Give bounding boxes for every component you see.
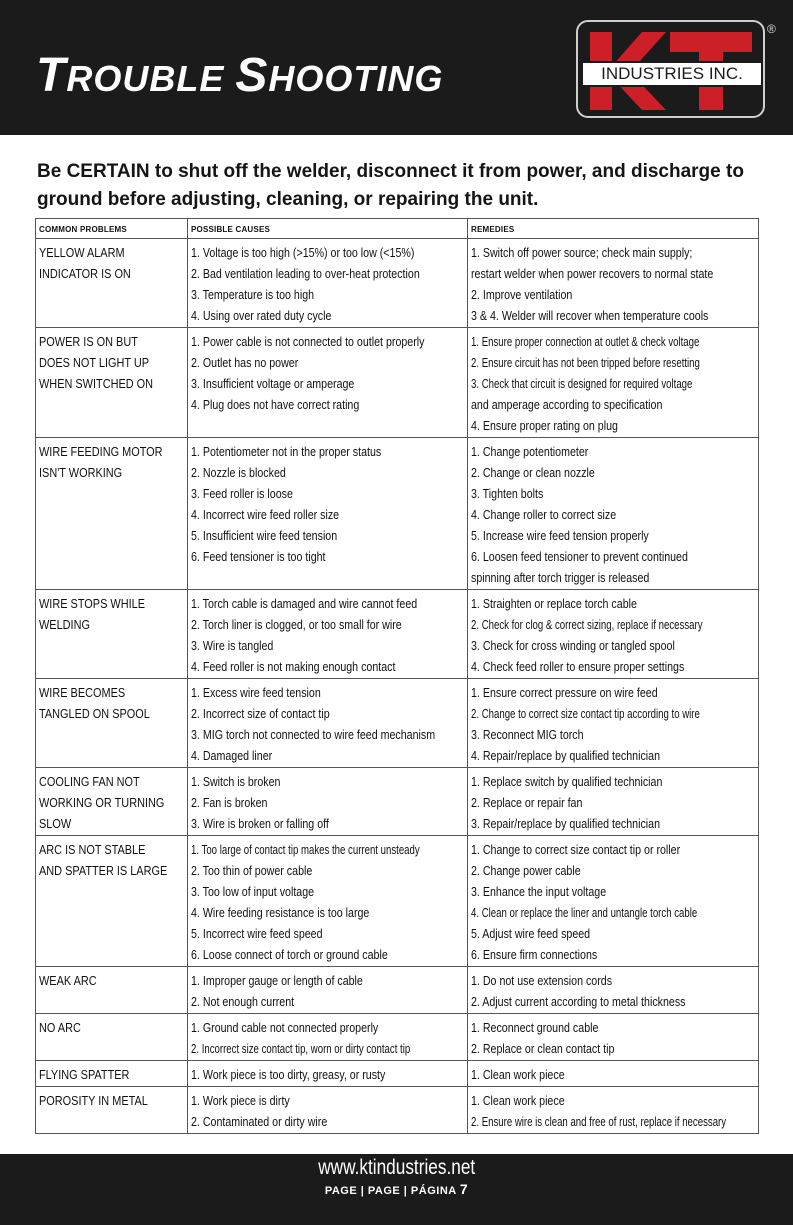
- cell-line: 3. Feed roller is loose: [191, 486, 293, 501]
- website-url[interactable]: www.ktindustries.net: [318, 1156, 475, 1179]
- cell-line: WIRE FEEDING MOTOR: [39, 444, 163, 459]
- causes-cell: [188, 836, 468, 967]
- causes-cell: [188, 1087, 468, 1134]
- page-title: TROUBLE SHOOTING: [36, 49, 444, 102]
- cell-line: 2. Improve ventilation: [471, 287, 573, 302]
- cell-line: POWER IS ON BUT: [39, 334, 138, 349]
- causes-cell: [188, 239, 468, 328]
- remedies-cell: [468, 1061, 759, 1087]
- problem-cell: [36, 679, 188, 768]
- logo-text: INDUSTRIES INC.: [601, 64, 743, 83]
- cell-line: TANGLED ON SPOOL: [39, 706, 150, 721]
- cell-line: 1. Switch is broken: [191, 774, 281, 789]
- cell-line: 3. Reconnect MIG torch: [471, 727, 584, 742]
- causes-cell: [188, 1014, 468, 1061]
- cell-line: 2. Replace or repair fan: [471, 795, 583, 810]
- table-row: [36, 768, 759, 836]
- cell-line: and amperage according to specification: [471, 397, 663, 412]
- cell-line: 2. Fan is broken: [191, 795, 268, 810]
- cell-line: FLYING SPATTER: [39, 1067, 130, 1082]
- header-possible-causes: POSSIBLE CAUSES: [188, 219, 468, 239]
- table-row: [36, 328, 759, 438]
- cell-line: 3. MIG torch not connected to wire feed mechanism: [191, 727, 436, 742]
- causes-cell: [188, 328, 468, 438]
- cell-line: WELDING: [39, 617, 90, 632]
- page-number: PAGE | PAGE | PÁGINA 7: [324, 1181, 469, 1197]
- cell-line: 1. Reconnect ground cable: [471, 1020, 599, 1035]
- cell-line: 4. Using over rated duty cycle: [191, 308, 332, 323]
- cell-line: 4. Ensure proper rating on plug: [471, 418, 618, 433]
- cell-line: 3 & 4. Welder will recover when temperature cools: [471, 308, 709, 323]
- cell-line: 2. Change power cable: [471, 863, 581, 878]
- cell-line: 1. Improper gauge or length of cable: [191, 973, 363, 988]
- cell-line: 5. Insufficient wire feed tension: [191, 528, 338, 543]
- cell-line: 2. Change to correct size contact tip according to wire: [471, 706, 700, 721]
- cell-line: 5. Increase wire feed tension properly: [471, 528, 649, 543]
- table-header-row: [36, 219, 759, 239]
- cell-line: 1. Power cable is not connected to outlet properly: [191, 334, 425, 349]
- cell-line: 3. Tighten bolts: [471, 486, 544, 501]
- cell-line: 2. Ensure wire is clean and free of rust, replace if necessary: [471, 1114, 727, 1129]
- problem-cell: [36, 328, 188, 438]
- cell-line: 3. Enhance the input voltage: [471, 884, 607, 899]
- cell-line: 1. Work piece is too dirty, greasy, or rusty: [191, 1067, 386, 1082]
- cell-line: 4. Change roller to correct size: [471, 507, 617, 522]
- cell-line: 1. Straighten or replace torch cable: [471, 596, 637, 611]
- remedies-cell: [468, 328, 759, 438]
- problem-cell: [36, 1014, 188, 1061]
- remedies-cell: [468, 438, 759, 590]
- cell-line: 6. Loosen feed tensioner to prevent continued: [471, 549, 688, 564]
- cell-line: 3. Temperature is too high: [191, 287, 315, 302]
- cell-line: 3. Too low of input voltage: [191, 884, 315, 899]
- problem-cell: [36, 438, 188, 590]
- cell-line: WIRE STOPS WHILE: [39, 596, 145, 611]
- cell-line: 2. Ensure circuit has not been tripped before resetting: [471, 355, 700, 370]
- header-remedies: REMEDIES: [468, 219, 759, 239]
- remedies-cell: [468, 1014, 759, 1061]
- cell-line: 3. Wire is broken or falling off: [191, 816, 329, 831]
- problem-cell: [36, 836, 188, 967]
- cell-line: INDICATOR IS ON: [39, 266, 131, 281]
- table-row: [36, 836, 759, 967]
- cell-line: 1. Clean work piece: [471, 1093, 565, 1108]
- cell-line: 4. Feed roller is not making enough contact: [191, 659, 396, 674]
- cell-line: 1. Too large of contact tip makes the current unsteady: [191, 842, 420, 857]
- cell-line: 2. Nozzle is blocked: [191, 465, 286, 480]
- table-row: [36, 438, 759, 590]
- header-common-problems: COMMON PROBLEMS: [36, 219, 188, 239]
- table-row: [36, 967, 759, 1014]
- remedies-cell: [468, 1087, 759, 1134]
- cell-line: 2. Incorrect size contact tip, worn or dirty contact tip: [191, 1041, 411, 1056]
- cell-line: 1. Clean work piece: [471, 1067, 565, 1082]
- cell-line: 6. Feed tensioner is too tight: [191, 549, 326, 564]
- causes-cell: [188, 967, 468, 1014]
- table-row: [36, 1014, 759, 1061]
- cell-line: 3. Check that circuit is designed for required voltage: [471, 376, 693, 391]
- cell-line: 2. Contaminated or dirty wire: [191, 1114, 328, 1129]
- cell-line: 1. Change to correct size contact tip or roller: [471, 842, 681, 857]
- troubleshooting-table: [35, 218, 759, 1134]
- cell-line: ARC IS NOT STABLE: [39, 842, 146, 857]
- problem-cell: [36, 967, 188, 1014]
- remedies-cell: [468, 679, 759, 768]
- cell-line: 2. Outlet has no power: [191, 355, 299, 370]
- cell-line: 3. Check for cross winding or tangled spool: [471, 638, 675, 653]
- cell-line: 3. Insufficient voltage or amperage: [191, 376, 355, 391]
- causes-cell: [188, 438, 468, 590]
- cell-line: WEAK ARC: [39, 973, 97, 988]
- table-body: [36, 239, 759, 1134]
- problem-cell: [36, 590, 188, 679]
- table-row: [36, 239, 759, 328]
- causes-cell: [188, 1061, 468, 1087]
- cell-line: WIRE BECOMES: [39, 685, 126, 700]
- cell-line: 1. Ensure proper connection at outlet & check voltage: [471, 334, 700, 349]
- cell-line: 2. Change or clean nozzle: [471, 465, 595, 480]
- cell-line: 4. Repair/replace by qualified technician: [471, 748, 661, 763]
- cell-line: 2. Bad ventilation leading to over-heat protection: [191, 266, 420, 281]
- cell-line: 4. Plug does not have correct rating: [191, 397, 360, 412]
- cell-line: 1. Excess wire feed tension: [191, 685, 321, 700]
- cell-line: WORKING OR TURNING: [39, 795, 165, 810]
- cell-line: 4. Check feed roller to ensure proper settings: [471, 659, 685, 674]
- cell-line: 5. Adjust wire feed speed: [471, 926, 591, 941]
- causes-cell: [188, 590, 468, 679]
- cell-line: 2. Replace or clean contact tip: [471, 1041, 615, 1056]
- cell-line: 1. Voltage is too high (>15%) or too low (<15%): [191, 245, 415, 260]
- cell-line: WHEN SWITCHED ON: [39, 376, 154, 391]
- cell-line: 4. Incorrect wire feed roller size: [191, 507, 340, 522]
- table-row: [36, 1061, 759, 1087]
- remedies-cell: [468, 239, 759, 328]
- cell-line: 1. Replace switch by qualified technician: [471, 774, 663, 789]
- registered-mark: ®: [767, 22, 776, 36]
- cell-line: 4. Clean or replace the liner and untangle torch cable: [471, 905, 698, 920]
- remedies-cell: [468, 768, 759, 836]
- cell-line: restart welder when power recovers to normal state: [471, 266, 714, 281]
- cell-line: ISN'T WORKING: [39, 465, 123, 480]
- cell-line: 1. Torch cable is damaged and wire cannot feed: [191, 596, 418, 611]
- cell-line: 1. Work piece is dirty: [191, 1093, 290, 1108]
- cell-line: 3. Repair/replace by qualified technician: [471, 816, 661, 831]
- cell-line: 1. Ground cable not connected properly: [191, 1020, 379, 1035]
- remedies-cell: [468, 590, 759, 679]
- cell-line: 2. Incorrect size of contact tip: [191, 706, 330, 721]
- cell-line: POROSITY IN METAL: [39, 1093, 148, 1108]
- remedies-cell: [468, 836, 759, 967]
- cell-line: 1. Switch off power source; check main supply;: [471, 245, 693, 260]
- table-row: [36, 1087, 759, 1134]
- problem-cell: [36, 239, 188, 328]
- cell-line: COOLING FAN NOT: [39, 774, 140, 789]
- problem-cell: [36, 1061, 188, 1087]
- cell-line: 1. Ensure correct pressure on wire feed: [471, 685, 658, 700]
- cell-line: 1. Potentiometer not in the proper status: [191, 444, 382, 459]
- cell-line: 2. Adjust current according to metal thickness: [471, 994, 686, 1009]
- causes-cell: [188, 768, 468, 836]
- kt-industries-logo: [576, 20, 765, 118]
- table-row: [36, 679, 759, 768]
- cell-line: 2. Too thin of power cable: [191, 863, 313, 878]
- problem-cell: [36, 1087, 188, 1134]
- cell-line: AND SPATTER IS LARGE: [39, 863, 168, 878]
- cell-line: DOES NOT LIGHT UP: [39, 355, 150, 370]
- safety-warning: Be CERTAIN to shut off the welder, disconnect it from power, and discharge to ground before adjusting, cleaning, or repairing the unit.: [37, 161, 744, 210]
- cell-line: 2. Not enough current: [191, 994, 295, 1009]
- cell-line: NO ARC: [39, 1020, 81, 1035]
- cell-line: 5. Incorrect wire feed speed: [191, 926, 323, 941]
- cell-line: 3. Wire is tangled: [191, 638, 274, 653]
- cell-line: 2. Check for clog & correct sizing, replace if necessary: [471, 617, 703, 632]
- cell-line: 6. Ensure firm connections: [471, 947, 598, 962]
- cell-line: 6. Loose connect of torch or ground cable: [191, 947, 388, 962]
- remedies-cell: [468, 967, 759, 1014]
- cell-line: 1. Change potentiometer: [471, 444, 589, 459]
- cell-line: YELLOW ALARM: [39, 245, 125, 260]
- cell-line: 2. Torch liner is clogged, or too small for wire: [191, 617, 402, 632]
- problem-cell: [36, 768, 188, 836]
- cell-line: spinning after torch trigger is released: [471, 570, 650, 585]
- cell-line: 4. Damaged liner: [191, 748, 273, 763]
- cell-line: SLOW: [39, 816, 72, 831]
- table-row: [36, 590, 759, 679]
- cell-line: 1. Do not use extension cords: [471, 973, 613, 988]
- cell-line: 4. Wire feeding resistance is too large: [191, 905, 370, 920]
- causes-cell: [188, 679, 468, 768]
